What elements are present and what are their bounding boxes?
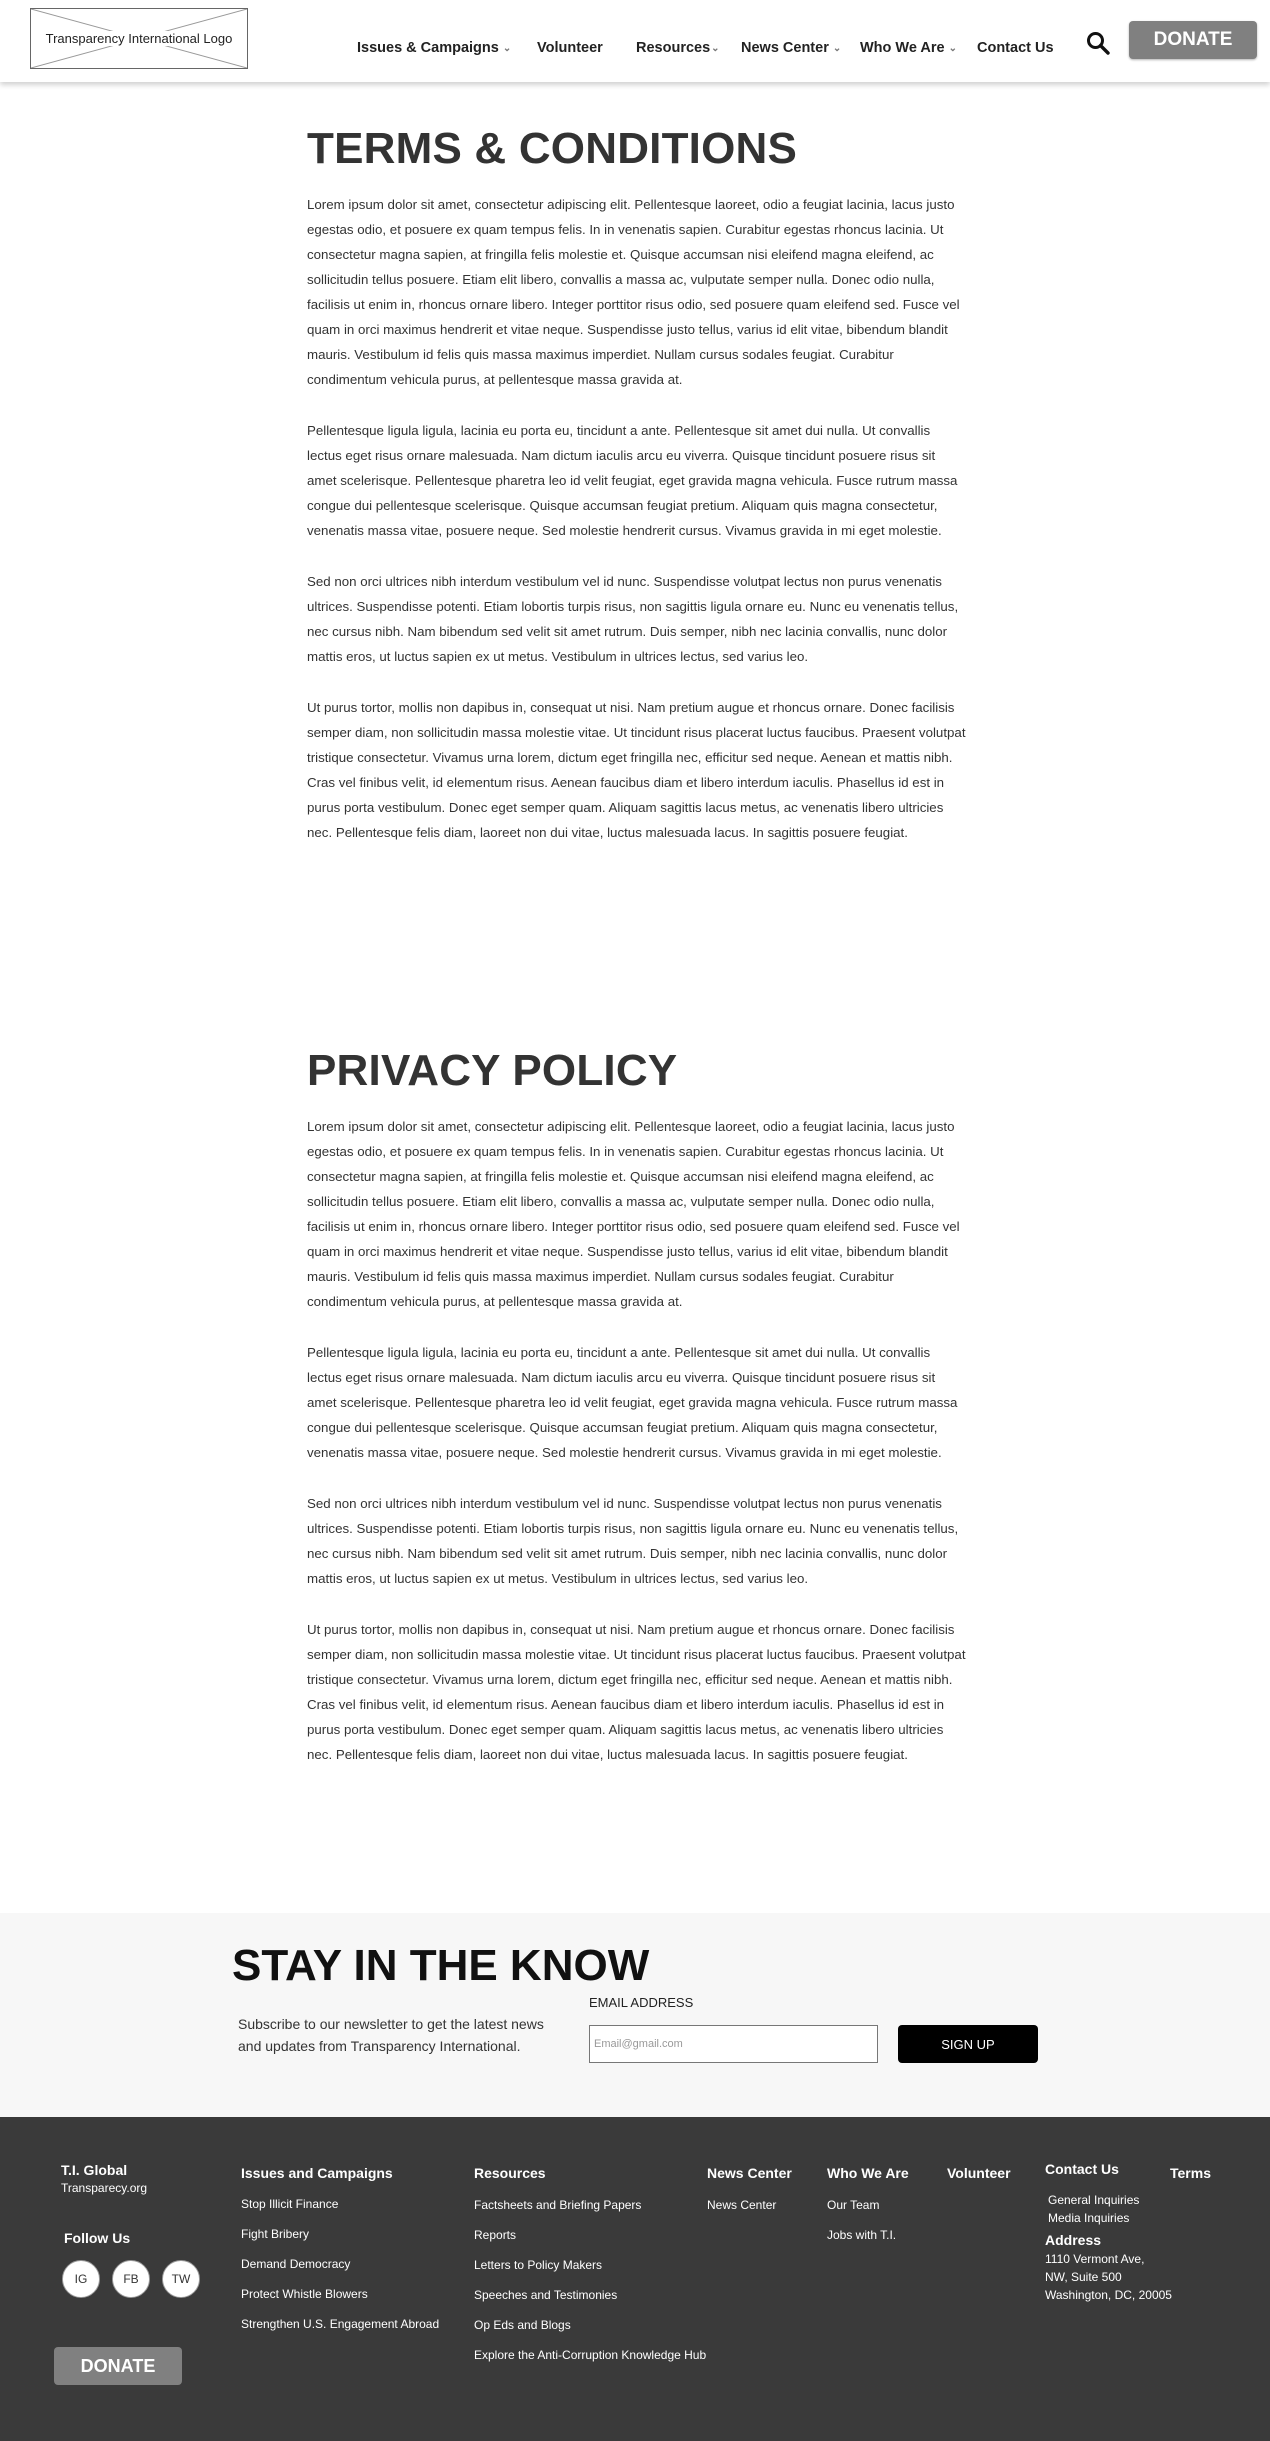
footer-who-heading: Who We Are (827, 2165, 909, 2181)
footer-link-letters[interactable]: Letters to Policy Makers (474, 2258, 603, 2272)
privacy-paragraph: Ut purus tortor, mollis non dapibus in, consequat ut nisi. Nam pretium augue et rhoncus ornare. Donec facilisis semper diam, non sollicitudin massa molestie vitae. Ut tincidunt risus placerat luctus faucibus. Praesent volutpat tristique consectetur. Vivamus urna lorem, dictum eget fringilla nec, efficitur sed neque. Aenean et mattis nibh. Cras vel finibus velit, id elementum risus. Aenean faucibus diam et libero interdum iaculis. Phasellus id est in purus porta vestibulum. Donec eget semper quam. Aliquam sagittis lacus metus, ac venenatis libero ultricies nec. Pellentesque felis diam, laoreet non dui vitae, luctus malesuada lacus. In sagittis posuere feugiat. (307, 1622, 966, 1762)
donate-button[interactable]: DONATE (1129, 21, 1257, 59)
chevron-down-icon: ⌄ (502, 43, 512, 54)
footer-news-heading: News Center (707, 2165, 792, 2181)
nav-issues-campaigns[interactable] (357, 40, 511, 56)
facebook-icon[interactable]: FB (112, 2260, 150, 2298)
footer-org-name: T.I. Global (61, 2162, 128, 2178)
privacy-paragraph: Lorem ipsum dolor sit amet, consectetur adipiscing elit. Pellentesque laoreet, odio a feugiat lacinia, lacus justo egestas odio, et posuere ex quam tempus felis. In in venenatis sapien. Curabitur egestas rhoncus lacinia. Ut consectetur magna sapien, at fringilla felis molestie et. Quisque accumsan nisi eleifend magna eleifend, ac sollicitudin tellus posuere. Etiam elit libero, convallis a massa ac, vulputate semper nulla. Donec odio nulla, facilisis ut enim in, rhoncus ornare libero. Integer porttitor risus odio, sed posuere quam eleifend sed. Fusce vel quam in orci maximus hendrerit et vitae neque. Suspendisse justo tellus, varius id elit vitae, bibendum blandit mauris. Vestibulum id felis quis massa maximus imperdiet. Nullam cursus sodales feugiat. Curabitur condimentum vehicula purus, at pellentesque massa gravida at. (307, 1119, 960, 1309)
nav-who-label: Who We Are (860, 40, 945, 56)
footer-link-protect-whistle-blowers[interactable]: Protect Whistle Blowers (241, 2287, 368, 2301)
nav-resources[interactable] (636, 40, 720, 56)
chevron-down-icon: ⌄ (711, 43, 720, 54)
footer-link-fight-bribery[interactable]: Fight Bribery (241, 2227, 310, 2241)
footer-contact-heading: Contact Us (1045, 2161, 1119, 2177)
footer-link-factsheets[interactable]: Factsheets and Briefing Papers (474, 2198, 642, 2212)
logo-text: Transparency International Logo (45, 31, 233, 46)
footer-link-media-inquiries[interactable]: Media Inquiries (1048, 2211, 1130, 2225)
chevron-down-icon: ⌄ (832, 43, 842, 54)
footer-link-strengthen-engagement[interactable]: Strengthen U.S. Engagement Abroad (241, 2317, 440, 2331)
footer-link-knowledge-hub[interactable]: Explore the Anti-Corruption Knowledge Hub (474, 2348, 707, 2362)
footer-address-line: Washington, DC, 20005 (1045, 2288, 1172, 2302)
footer-follow-us: Follow Us (64, 2230, 131, 2246)
email-label: EMAIL ADDRESS (589, 1995, 694, 2010)
nav-contact-label: Contact Us (977, 40, 1054, 56)
terms-paragraph: Sed non orci ultrices nibh interdum vestibulum vel id nunc. Suspendisse volutpat lectus non purus venenatis ultrices. Suspendisse potenti. Etiam lobortis turpis risus, non sagittis ligula ornare eu. Nunc eu venenatis tellus, nec cursus nibh. Nam bibendum sed velit sit amet rutrum. Duis semper, nibh nec lacinia convallis, nunc dolor mattis eros, ut luctus sapien ex ut metus. Vestibulum in ultrices lectus, sed varius leo. (307, 574, 959, 664)
site-header (0, 0, 1270, 82)
nav-issues-label: Issues & Campaigns (357, 40, 499, 56)
nav-contact-us[interactable] (977, 40, 1054, 56)
privacy-body (307, 1114, 967, 1767)
footer-link-news-center[interactable]: News Center (707, 2198, 777, 2212)
footer-terms-heading[interactable]: Terms (1170, 2165, 1211, 2181)
site-footer (0, 2117, 1270, 2441)
newsletter-section (0, 1913, 1270, 2117)
terms-title: TERMS & CONDITIONS (307, 124, 798, 173)
terms-paragraph: Lorem ipsum dolor sit amet, consectetur adipiscing elit. Pellentesque laoreet, odio a feugiat lacinia, lacus justo egestas odio, et posuere ex quam tempus felis. In in venenatis sapien. Curabitur egestas rhoncus lacinia. Ut consectetur magna sapien, at fringilla felis molestie et. Quisque accumsan nisi eleifend magna eleifend, ac sollicitudin tellus posuere. Etiam elit libero, convallis a massa ac, vulputate semper nulla. Donec odio nulla, facilisis ut enim in, rhoncus ornare libero. Integer porttitor risus odio, sed posuere quam eleifend sed. Fusce vel quam in orci maximus hendrerit et vitae neque. Suspendisse justo tellus, varius id elit vitae, bibendum blandit mauris. Vestibulum id felis quis massa maximus imperdiet. Nullam cursus sodales feugiat. Curabitur condimentum vehicula purus, at pellentesque massa gravida at. (307, 197, 960, 387)
nav-volunteer[interactable] (537, 40, 603, 56)
privacy-paragraph: Pellentesque ligula ligula, lacinia eu porta eu, tincidunt a ante. Pellentesque sit amet dui nulla. Ut convallis lectus eget risus ornare malesuada. Nam dictum iaculis arcu eu viverra. Quisque tincidunt posuere risus sit amet scelerisque. Pellentesque pharetra leo id velit feugiat, eget gravida magna vehicula. Fusce rutrum massa congue dui pellentesque scelerisque. Quisque accumsan feugiat pretium. Aliquam quis magna consectetur, venenatis massa vitae, posuere neque. Sed molestie hendrerit cursus. Vivamus gravida in mi eget molestie. (307, 1345, 958, 1460)
search-icon[interactable] (1086, 31, 1110, 55)
instagram-icon[interactable]: IG (62, 2260, 100, 2298)
terms-body (307, 192, 967, 845)
footer-link-general-inquiries[interactable]: General Inquiries (1048, 2193, 1140, 2207)
email-field[interactable] (589, 2025, 878, 2063)
footer-link-our-team[interactable]: Our Team (827, 2198, 880, 2212)
footer-link-speeches[interactable]: Speeches and Testimonies (474, 2288, 618, 2302)
nav-resources-label: Resources (636, 40, 711, 56)
privacy-section (307, 1046, 967, 1793)
footer-address-line: 1110 Vermont Ave, (1045, 2252, 1145, 2266)
sign-up-button[interactable]: SIGN UP (898, 2025, 1038, 2063)
footer-resources-heading: Resources (474, 2165, 546, 2181)
site-logo[interactable] (30, 8, 248, 69)
footer-donate-button[interactable]: DONATE (54, 2347, 182, 2385)
newsletter-title: STAY IN THE KNOW (232, 1941, 650, 1990)
privacy-title: PRIVACY POLICY (307, 1046, 678, 1095)
chevron-down-icon: ⌄ (948, 43, 957, 54)
nav-news-label: News Center (741, 40, 829, 56)
footer-link-demand-democracy[interactable]: Demand Democracy (241, 2257, 351, 2271)
terms-paragraph: Pellentesque ligula ligula, lacinia eu porta eu, tincidunt a ante. Pellentesque sit amet dui nulla. Ut convallis lectus eget risus ornare malesuada. Nam dictum iaculis arcu eu viverra. Quisque tincidunt posuere risus sit amet scelerisque. Pellentesque pharetra leo id velit feugiat, eget gravida magna vehicula. Fusce rutrum massa congue dui pellentesque scelerisque. Quisque accumsan feugiat pretium. Aliquam quis magna consectetur, venenatis massa vitae, posuere neque. Sed molestie hendrerit cursus. Vivamus gravida in mi eget molestie. (307, 423, 958, 538)
terms-paragraph: Ut purus tortor, mollis non dapibus in, consequat ut nisi. Nam pretium augue et rhoncus ornare. Donec facilisis semper diam, non sollicitudin massa molestie vitae. Ut tincidunt risus placerat luctus faucibus. Praesent volutpat tristique consectetur. Vivamus urna lorem, dictum eget fringilla nec, efficitur sed neque. Aenean et mattis nibh. Cras vel finibus velit, id elementum risus. Aenean faucibus diam et libero interdum iaculis. Phasellus id est in purus porta vestibulum. Donec eget semper quam. Aliquam sagittis lacus metus, ac venenatis libero ultricies nec. Pellentesque felis diam, laoreet non dui vitae, luctus malesuada lacus. In sagittis posuere feugiat. (307, 700, 966, 840)
footer-link-reports[interactable]: Reports (474, 2228, 517, 2242)
footer-org-site-link[interactable]: Transparecy.org (61, 2181, 148, 2195)
footer-link-op-eds[interactable]: Op Eds and Blogs (474, 2318, 571, 2332)
newsletter-description: Subscribe to our newsletter to get the latest news and updates from Transparency International. (238, 2016, 544, 2054)
footer-link-stop-illicit-finance[interactable]: Stop Illicit Finance (241, 2197, 339, 2211)
nav-who-we-are[interactable] (860, 40, 957, 56)
terms-section (307, 124, 967, 871)
footer-link-jobs[interactable]: Jobs with T.I. (827, 2228, 897, 2242)
nav-volunteer-label: Volunteer (537, 40, 603, 56)
footer-address-heading: Address (1045, 2232, 1102, 2248)
twitter-icon[interactable]: TW (162, 2260, 200, 2298)
footer-volunteer-heading[interactable]: Volunteer (947, 2165, 1011, 2181)
nav-news-center[interactable] (741, 40, 841, 56)
footer-address-line: NW, Suite 500 (1045, 2270, 1122, 2284)
privacy-paragraph: Sed non orci ultrices nibh interdum vestibulum vel id nunc. Suspendisse volutpat lectus non purus venenatis ultrices. Suspendisse potenti. Etiam lobortis turpis risus, non sagittis ligula ornare eu. Nunc eu venenatis tellus, nec cursus nibh. Nam bibendum sed velit sit amet rutrum. Duis semper, nibh nec lacinia convallis, nunc dolor mattis eros, ut luctus sapien ex ut metus. Vestibulum in ultrices lectus, sed varius leo. (307, 1496, 959, 1586)
footer-issues-heading: Issues and Campaigns (241, 2165, 393, 2181)
